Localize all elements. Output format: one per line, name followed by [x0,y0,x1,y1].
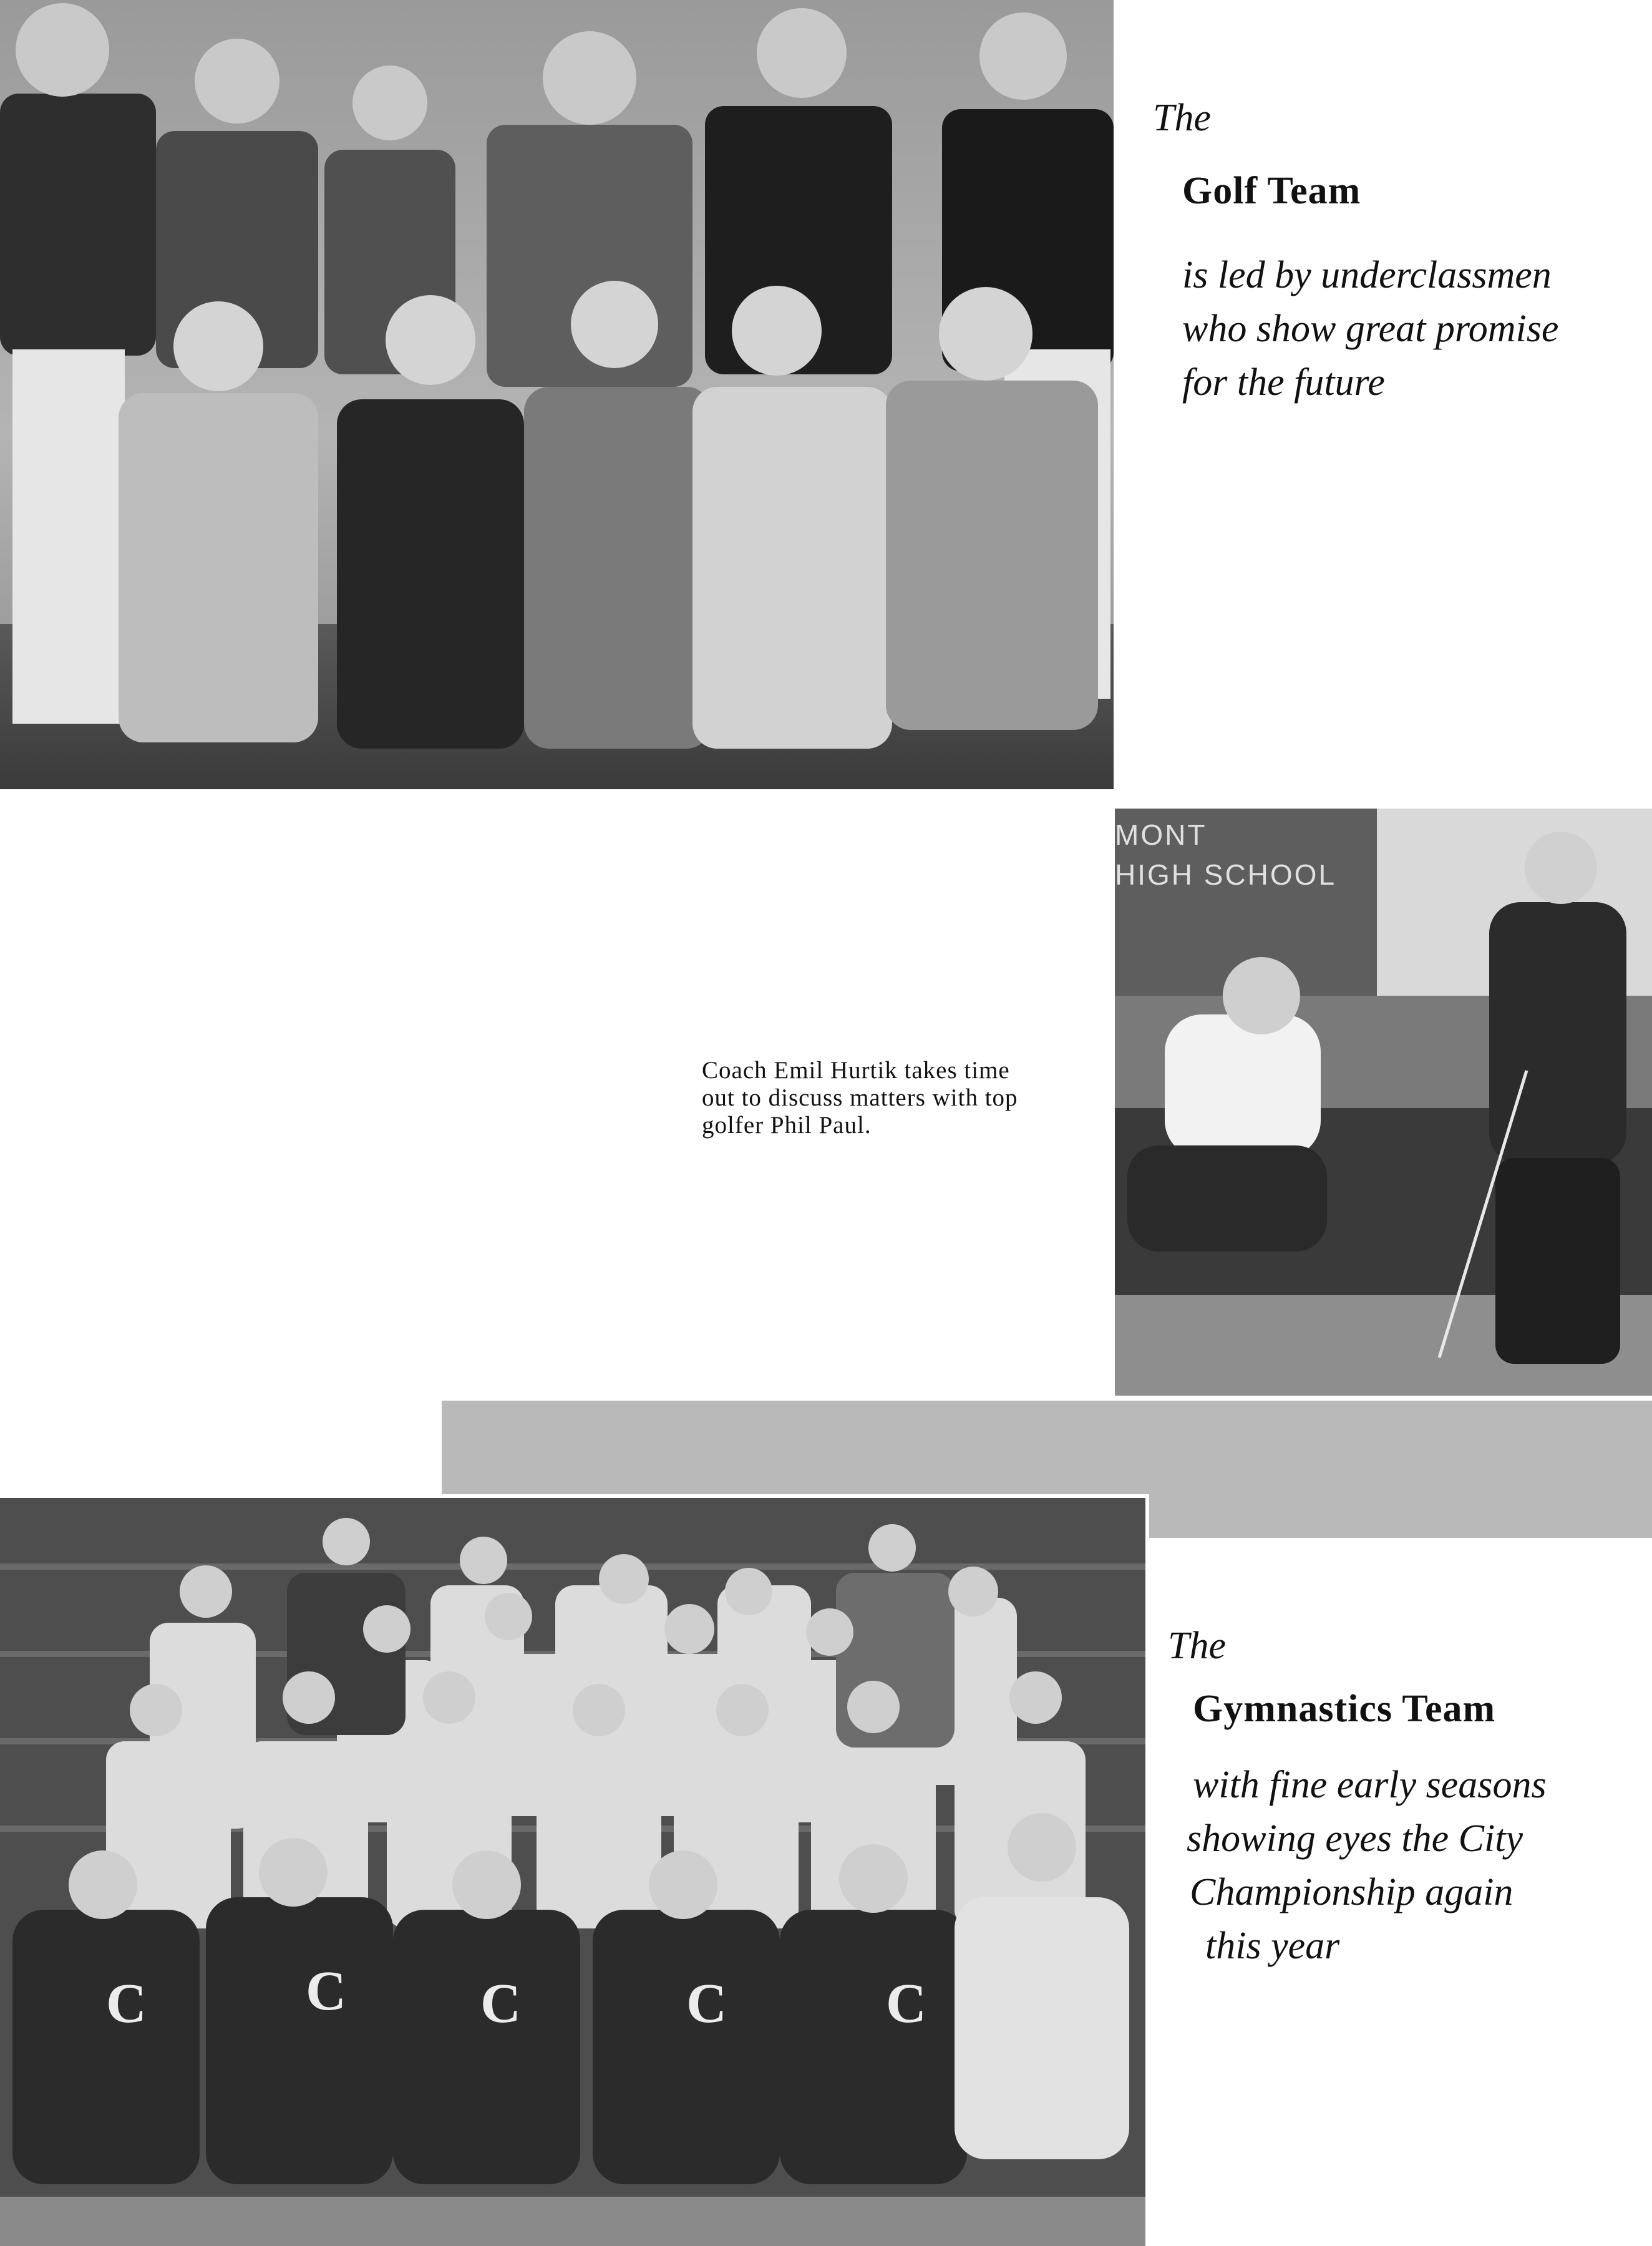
gymnastics-team-photo-art [0,1498,1145,2246]
gymnastics-team-photo [0,1494,1149,2246]
gymnastics-the-label: The [1168,1625,1226,1667]
coach-golfer-photo-art [1115,809,1652,1396]
gymnastics-caption-line: Championship again [1190,1871,1514,1913]
jacket-letter: C [480,1973,521,2035]
school-sign-line-2: HIGH SCHOOL [1115,858,1337,891]
jacket-letter: C [886,1973,926,2035]
jacket-letter: C [106,1973,147,2035]
golf-caption-line: is led by underclassmen [1182,254,1552,296]
gymnastics-caption-line: showing eyes the City [1187,1817,1523,1860]
coach-golfer-photo [1115,809,1652,1396]
coach-caption-line: golfer Phil Paul. [702,1112,872,1139]
coach-photo-caption [702,1057,1018,1139]
gymnastics-team-title: Gymnastics Team [1193,1688,1496,1730]
golf-caption-line: who show great promise [1182,308,1559,350]
gymnastics-caption-line: this year [1205,1925,1340,1967]
golf-team-photo [0,0,1114,789]
golf-team-caption [1182,248,1558,409]
golf-team-title: Golf Team [1182,170,1361,212]
jacket-letter: C [686,1973,727,2035]
gymnastics-caption-line: with fine early seasons [1193,1764,1547,1806]
golf-caption-line: for the future [1182,361,1385,404]
school-sign-line-1: MONT [1115,819,1207,851]
coach-caption-line: Coach Emil Hurtik takes time [702,1057,1010,1084]
golf-the-label: The [1153,97,1211,139]
jacket-letter: C [306,1960,346,2022]
gymnastics-team-caption [1187,1758,1547,1973]
golf-team-photo-art [0,0,1114,789]
coach-caption-line: out to discuss matters with top [702,1084,1018,1111]
